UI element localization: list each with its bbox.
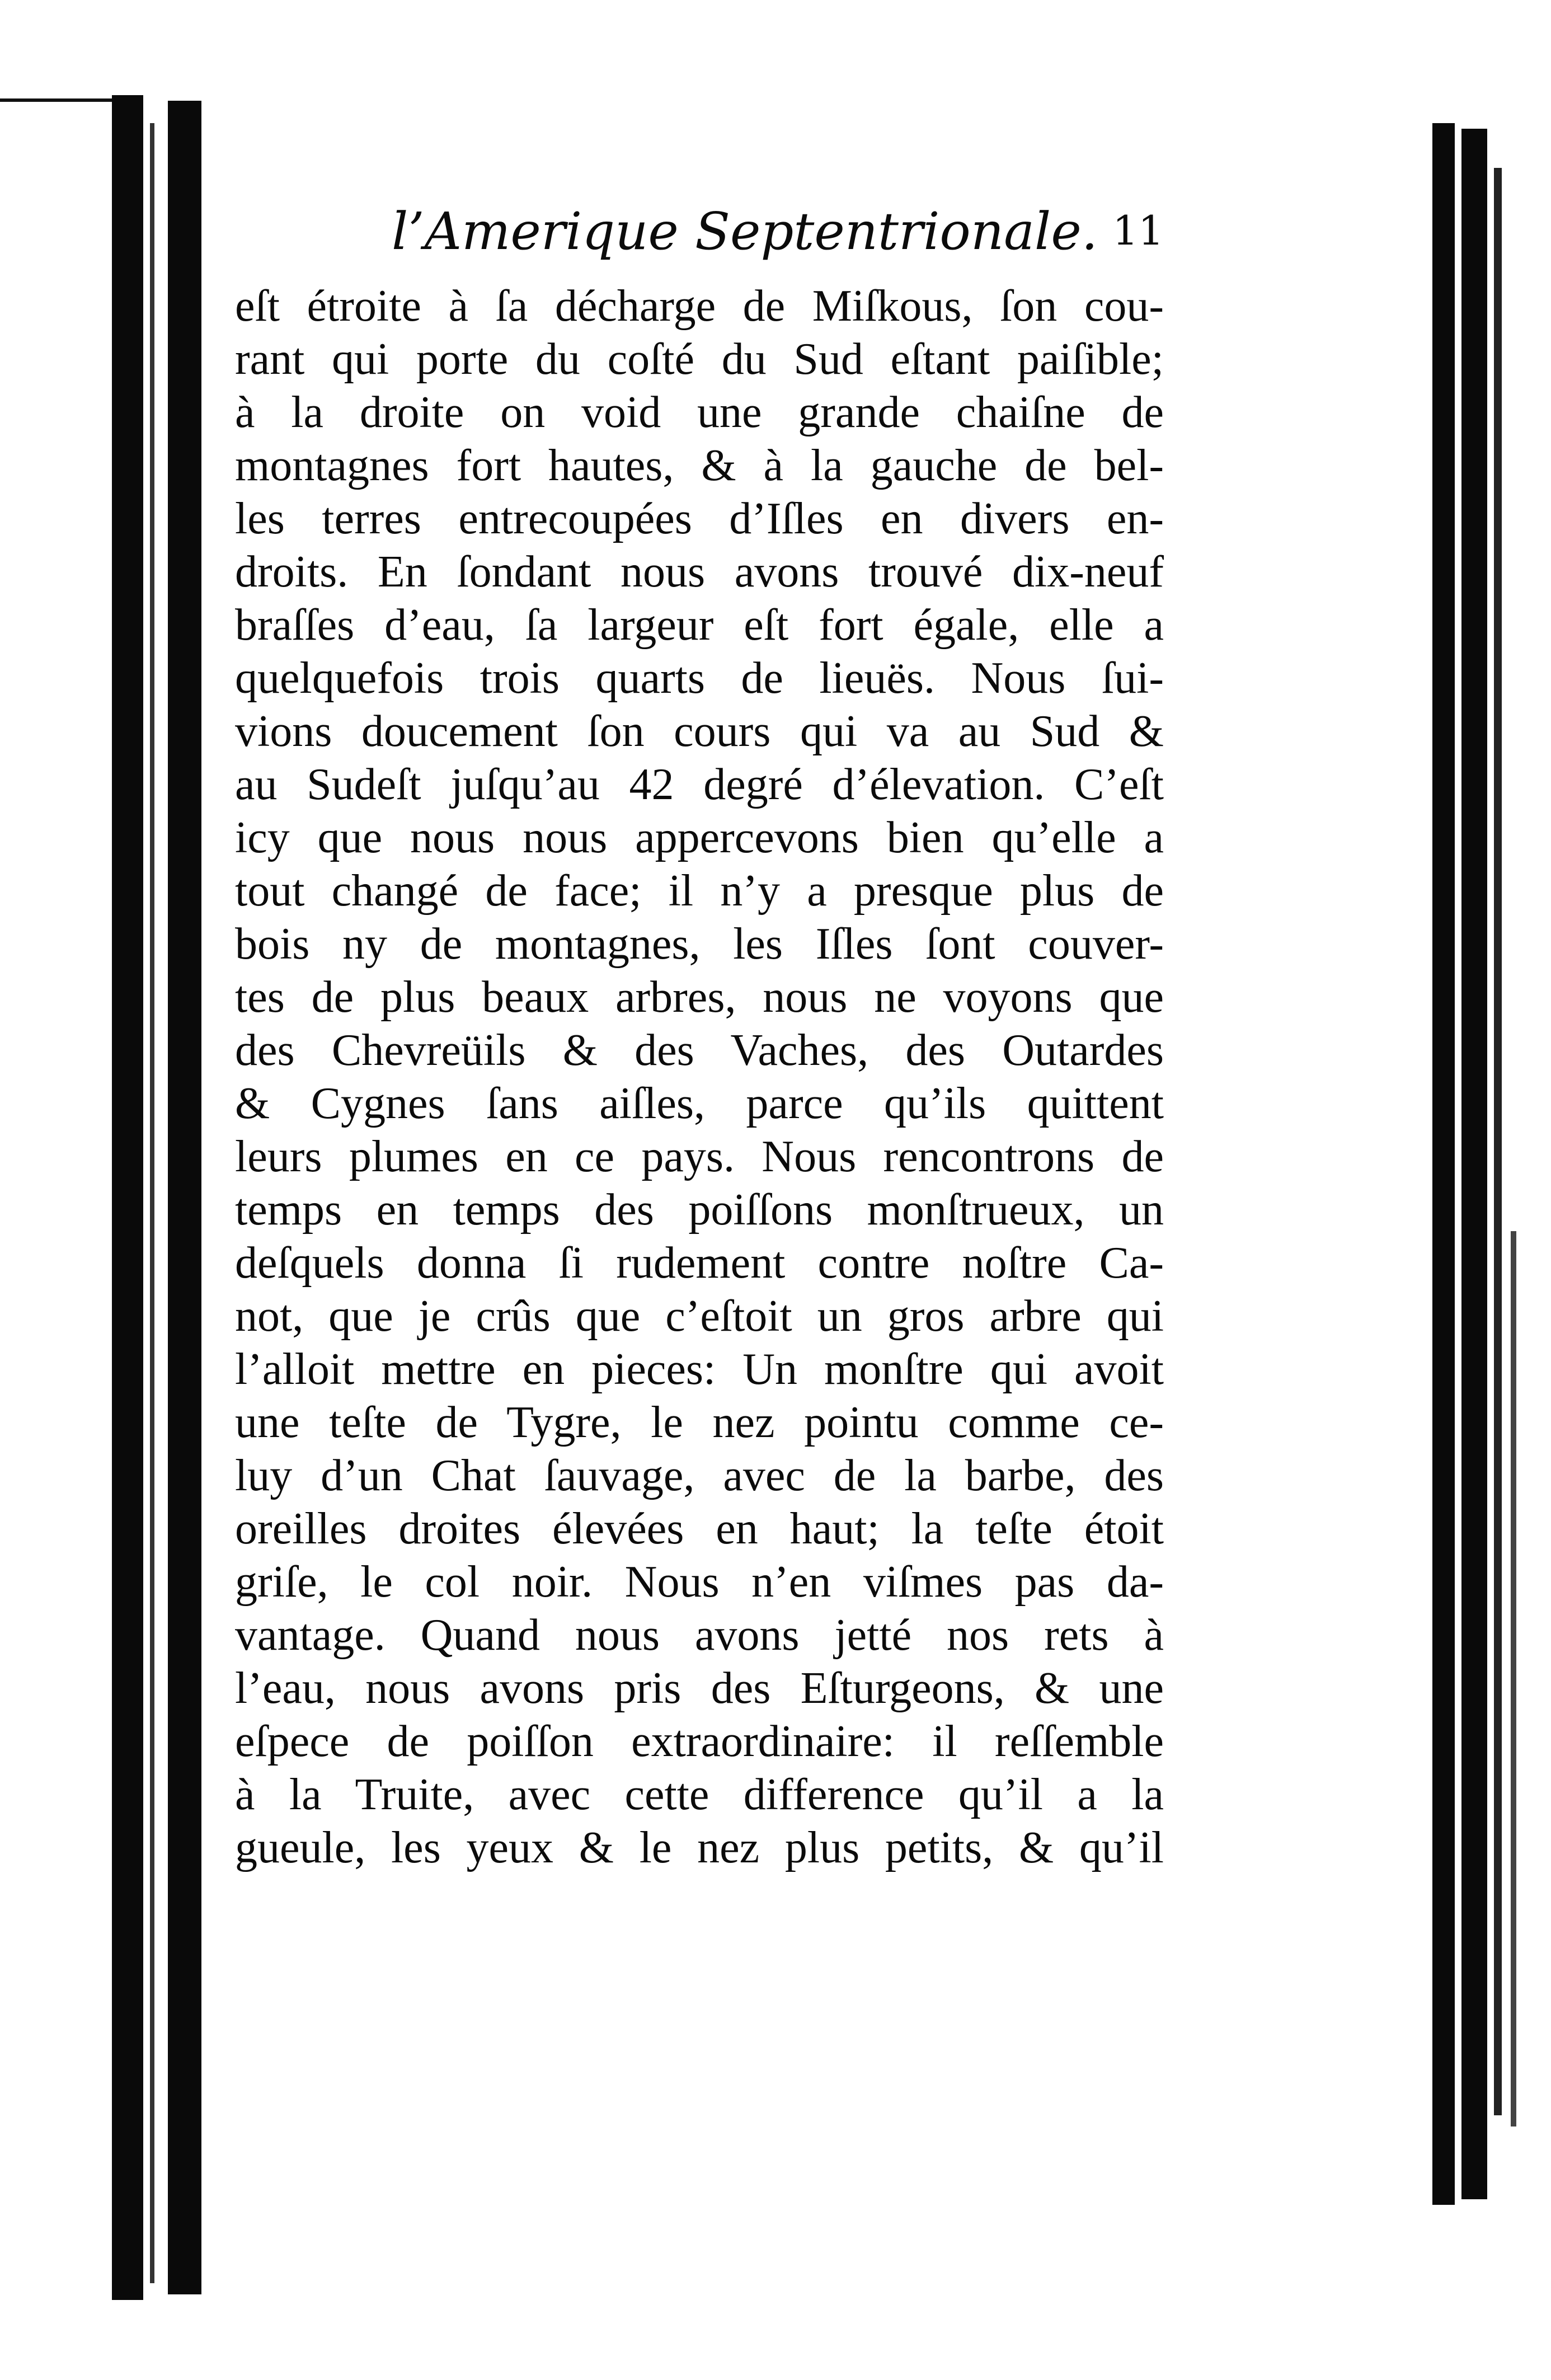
- left-binding-shadow: [112, 95, 143, 2300]
- page-number: 11: [1112, 207, 1164, 254]
- text-line: icy que nous nous appercevons bien qu’elle a: [235, 813, 1164, 862]
- page-edge-line: [0, 98, 118, 102]
- text-line: not, que je crûs que c’eſtoit un gros arbre qui: [235, 1292, 1164, 1341]
- text-line: tout changé de face; il n’y a presque plus de: [235, 866, 1164, 916]
- text-line: eſt étroite à ſa décharge de Miſkous, ſon cou-: [235, 281, 1164, 331]
- text-line: griſe, le col noir. Nous n’en viſmes pas da-: [235, 1557, 1164, 1607]
- text-line: une teſte de Tygre, le nez pointu comme ce-: [235, 1398, 1164, 1447]
- text-line: & Cygnes ſans aiſles, parce qu’ils quittent: [235, 1079, 1164, 1128]
- text-line: à la droite on void une grande chaiſne de: [235, 388, 1164, 437]
- running-title: l’Amerique Septentrionale.: [392, 201, 1098, 261]
- text-line: quelquefois trois quarts de lieuës. Nous ſui-: [235, 654, 1164, 703]
- text-line: montagnes fort hautes, & à la gauche de bel-: [235, 441, 1164, 490]
- text-line: temps en temps des poiſſons monſtrueux, un: [235, 1185, 1164, 1234]
- text-line: eſpece de poiſſon extraordinaire: il reſſemble: [235, 1717, 1164, 1766]
- text-line: deſquels donna ſi rudement contre noſtre Ca-: [235, 1238, 1164, 1288]
- text-line: oreilles droites élevées en haut; la teſte étoit: [235, 1504, 1164, 1553]
- text-line: vantage. Quand nous avons jetté nos rets à: [235, 1611, 1164, 1660]
- text-line: braſſes d’eau, ſa largeur eſt fort égale, elle a: [235, 600, 1164, 650]
- text-line: les terres entrecoupées d’Iſles en divers en-: [235, 494, 1164, 543]
- text-line: l’eau, nous avons pris des Eſturgeons, & une: [235, 1664, 1164, 1713]
- text-line: luy d’un Chat ſauvage, avec de la barbe, des: [235, 1451, 1164, 1500]
- text-line: leurs plumes en ce pays. Nous rencontrons de: [235, 1132, 1164, 1181]
- text-line: droits. En ſondant nous avons trouvé dix-neuf: [235, 547, 1164, 597]
- text-line: vions doucement ſon cours qui va au Sud &: [235, 707, 1164, 756]
- left-binding-edge: [168, 101, 201, 2294]
- text-line: l’alloit mettre en pieces: Un monſtre qui avoit: [235, 1345, 1164, 1394]
- right-page-edge-fragment: [1511, 1231, 1516, 2126]
- right-page-edge-shadow: [1432, 123, 1455, 2205]
- text-line: à la Truite, avec cette difference qu’il a la: [235, 1770, 1164, 1819]
- left-binding-line: [150, 123, 154, 2283]
- right-page-edge: [1461, 129, 1487, 2199]
- text-line: rant qui porte du coſté du Sud eſtant paiſible;: [235, 335, 1164, 384]
- running-head: [235, 201, 1164, 280]
- text-line: gueule, les yeux & le nez plus petits, & qu’il: [235, 1823, 1164, 1872]
- text-line: des Chevreüils & des Vaches, des Outardes: [235, 1026, 1164, 1075]
- text-line: tes de plus beaux arbres, nous ne voyons que: [235, 973, 1164, 1022]
- text-line: au Sudeſt juſqu’au 42 degré d’élevation. C’eſt: [235, 760, 1164, 809]
- text-line: bois ny de montagnes, les Iſles ſont couver-: [235, 919, 1164, 969]
- body-text: [235, 280, 1164, 1875]
- right-page-edge-line: [1494, 168, 1502, 2115]
